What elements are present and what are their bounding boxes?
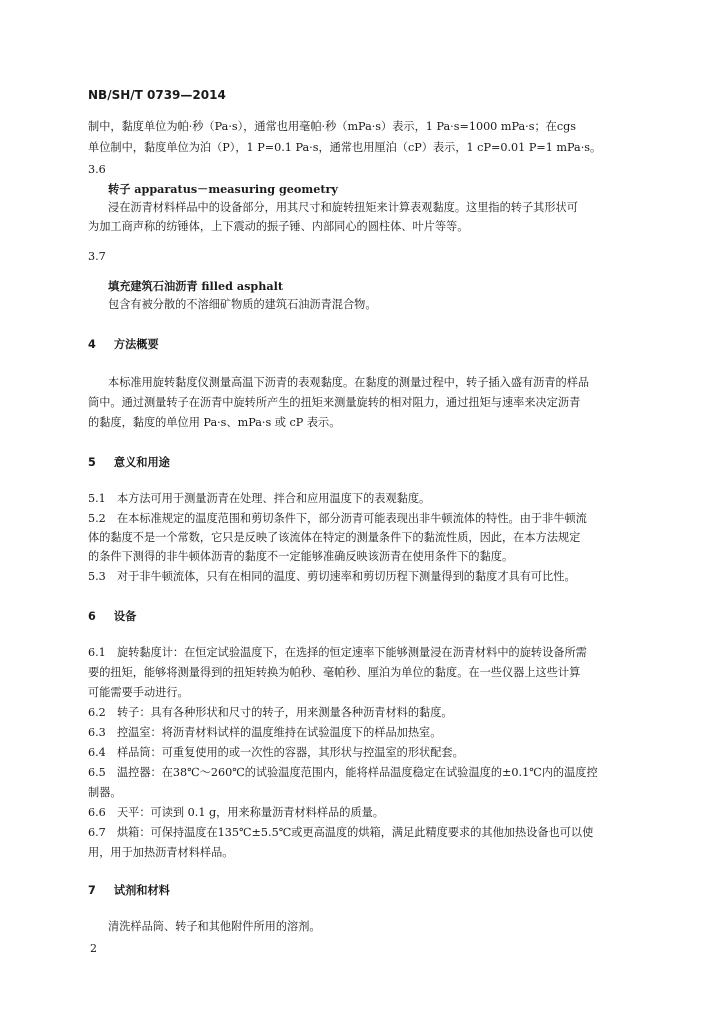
clause-line: 6.6 天平：可读到 0.1 g，用来称量沥青材料样品的质量。: [88, 806, 384, 819]
clause-line: 用，用于加热沥青材料样品。: [88, 846, 234, 859]
body-line: 制中，黏度单位为帕·秒（Pa·s），通常也用毫帕·秒（mPa·s）表示，1 Pa·s=1000 mPa·s；在cgs: [88, 120, 577, 133]
clause-line: 6.4 样品筒：可重复使用的或一次性的容器，其形状与控温室的形状配套。: [88, 746, 464, 759]
clause-line: 6.2 转子：具有各种形状和尺寸的转子，用来测量各种沥青材料的黏度。: [88, 706, 453, 719]
clause-line: 体的黏度不是一个常数，它只是反映了该流体在特定的测量条件下的黏流性质，因此，在本方法规定: [88, 531, 581, 544]
section-number: 4: [88, 338, 96, 351]
clause-line: 的条件下测得的非牛顿体沥青的黏度不一定能够准确反映该沥青在使用条件下的黏度。: [88, 550, 514, 563]
clause-line: 5.1 本方法可用于测量沥青在处理、拌合和应用温度下的表观黏度。: [88, 492, 431, 505]
term-3-7: 填充建筑石油沥青 filled asphalt: [108, 279, 284, 293]
section-heading-4: [88, 338, 663, 352]
section-heading-5: [88, 456, 663, 470]
section-title: 方法概要: [113, 338, 159, 351]
paragraph-line: 清洗样品筒、转子和其他附件所用的溶剂。: [108, 920, 321, 933]
clause-number-3-7: 3.7: [88, 250, 106, 263]
page-number: 2: [90, 942, 97, 955]
clause-line: 6.1 旋转黏度计：在恒定试验温度下，在选择的恒定速率下能够测量浸在沥青材料中的旋转设备所需: [88, 646, 587, 659]
paragraph-line: 本标准用旋转黏度仪测量高温下沥青的表观黏度。在黏度的测量过程中，转子插入盛有沥青的样品: [108, 376, 590, 389]
body-line: 单位制中，黏度单位为泊（P），1 P=0.1 Pa·s，通常也用厘泊（cP）表示，1 cP=0.01 P=1 mPa·s。: [88, 141, 602, 154]
clause-line: 6.5 温控器：在38℃～260℃的试验温度范围内，能将样品温度稳定在试验温度的±0.1℃内的温度控: [88, 766, 598, 779]
term-3-6: 转子 apparatus－measuring geometry: [108, 182, 338, 196]
clause-number-3-6: 3.6: [88, 163, 106, 176]
section-title: 意义和用途: [113, 456, 170, 469]
section-number: 7: [88, 884, 96, 897]
definition-line: 包含有被分散的不溶细矿物质的建筑石油沥青混合物。: [108, 298, 377, 311]
section-title: 设备: [113, 610, 137, 623]
clause-line: 可能需要手动进行。: [88, 686, 189, 699]
clause-line: 5.2 在本标准规定的温度范围和剪切条件下，部分沥青可能表现出非牛顿流体的特性。由于非牛顿流: [88, 512, 587, 525]
clause-line: 5.3 对于非牛顿流体，只有在相同的温度、剪切速率和剪切历程下测量得到的黏度才具有可比性。: [88, 570, 576, 583]
clause-line: 要的扭矩，能够将测量得到的扭矩转换为帕秒、毫帕秒、厘泊为单位的黏度。在一些仪器上这些计算: [88, 666, 581, 679]
section-heading-6: [88, 610, 663, 624]
definition-line: 为加工商声称的纺锤体，上下震动的振子锤、内部同心的圆柱体、叶片等等。: [88, 220, 469, 233]
section-number: 5: [88, 456, 96, 469]
clause-line: 6.3 控温室：将沥青材料试样的温度维持在试验温度下的样品加热室。: [88, 726, 442, 739]
paragraph-line: 的黏度，黏度的单位用 Pa·s、mPa·s 或 cP 表示。: [88, 416, 341, 429]
clause-line: 6.7 烘箱：可保持温度在135℃±5.5℃或更高温度的烘箱，满足此精度要求的其他加热设备也可以使: [88, 826, 594, 839]
section-number: 6: [88, 610, 96, 623]
section-title: 试剂和材料: [113, 884, 170, 897]
definition-line: 浸在沥青材料样品中的设备部分，用其尺寸和旋转扭矩来计算表观黏度。这里指的转子其形状可: [108, 201, 578, 214]
clause-line: 制器。: [88, 786, 122, 799]
paragraph-line: 筒中。通过测量转子在沥青中旋转所产生的扭矩来测量旋转的相对阻力，通过扭矩与速率来决定沥青: [88, 396, 581, 409]
section-heading-7: [88, 884, 663, 898]
standard-code-header: NB/SH/T 0739—2014: [88, 88, 226, 102]
